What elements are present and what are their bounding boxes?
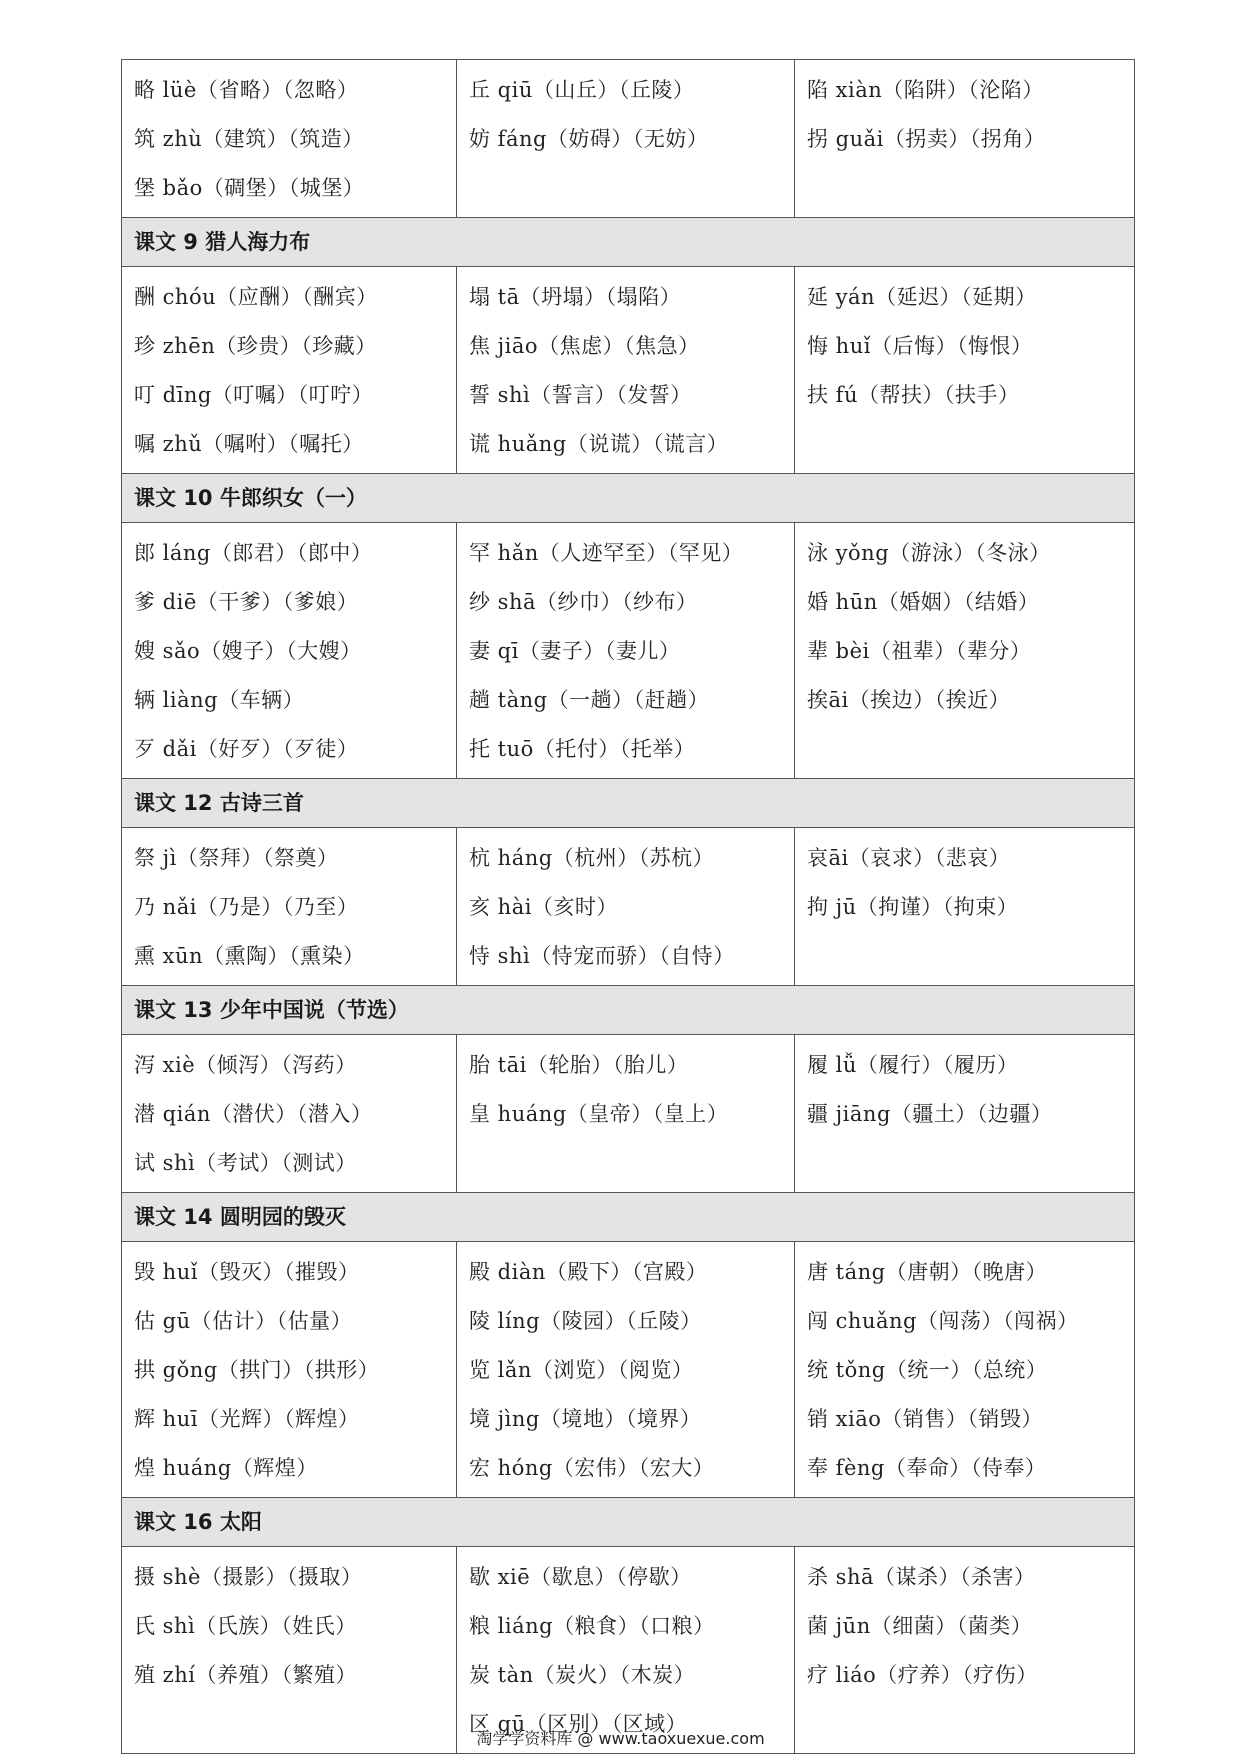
- vocab-entry: 嘱 zhǔ（嘱咐）（嘱托）: [134, 432, 364, 456]
- section-title: 课文 16 太阳: [134, 1510, 262, 1534]
- vocab-entry: 煌 huáng（辉煌）: [134, 1456, 318, 1480]
- vocab-entry: 扶 fú（帮扶）（扶手）: [807, 383, 1020, 407]
- column-cell: [457, 523, 795, 779]
- vocab-entry: 估 gū（估计）（估量）: [134, 1309, 353, 1333]
- vocab-row: [122, 1547, 1135, 1754]
- column-cell: [122, 523, 457, 779]
- vocabulary-table-body: [122, 60, 1135, 1754]
- vocab-entry: 丘 qiū（山丘）（丘陵）: [469, 78, 695, 102]
- vocab-entry: 罕 hǎn（人迹罕至）（罕见）: [469, 541, 744, 565]
- vocab-entry: 杀 shā（谋杀）（杀害）: [807, 1565, 1036, 1589]
- column-cell: [457, 828, 795, 986]
- vocab-entry: 杭 háng（杭州）（苏杭）: [469, 846, 715, 870]
- section-header-cell: [122, 1498, 1135, 1547]
- vocab-row: [122, 267, 1135, 474]
- vocab-entry: 谎 huǎng（说谎）（谎言）: [469, 432, 729, 456]
- vocab-entry: 疆 jiāng（疆土）（边疆）: [807, 1102, 1053, 1126]
- vocab-entry: 毁 huǐ（毁灭）（摧毁）: [134, 1260, 360, 1284]
- section-header-cell: [122, 1193, 1135, 1242]
- vocab-entry: 宏 hóng（宏伟）（宏大）: [469, 1456, 715, 1480]
- section-title: 课文 13 少年中国说（节选）: [134, 998, 409, 1022]
- section-title: 课文 14 圆明园的毁灭: [134, 1205, 346, 1229]
- vocab-entry: 境 jìng（境地）（境界）: [469, 1407, 702, 1431]
- vocab-entry: 叮 dīng（叮嘱）（叮咛）: [134, 383, 374, 407]
- vocab-entry: 试 shì（考试）（测试）: [134, 1151, 357, 1175]
- section-header-cell: [122, 986, 1135, 1035]
- vocab-entry: 焦 jiāo（焦虑）（焦急）: [469, 334, 700, 358]
- vocab-entry: 挨āi（挨边）（挨近）: [807, 688, 1011, 712]
- vocab-entry: 胎 tāi（轮胎）（胎儿）: [469, 1053, 689, 1077]
- vocab-entry: 恃 shì（恃宠而骄）（自恃）: [469, 944, 735, 968]
- vocab-entry: 陷 xiàn（陷阱）（沦陷）: [807, 78, 1044, 102]
- vocab-entry: 疗 liáo（疗养）（疗伤）: [807, 1663, 1038, 1687]
- vocab-entry: 殿 diàn（殿下）（宫殿）: [469, 1260, 708, 1284]
- column-cell: [457, 60, 795, 218]
- section-header-row: [122, 779, 1135, 828]
- vocab-entry: 爹 diē（干爹）（爹娘）: [134, 590, 359, 614]
- vocab-entry: 趟 tàng（一趟）（赶趟）: [469, 688, 710, 712]
- vocab-entry: 区 qū（区别）（区域）: [469, 1712, 688, 1736]
- column-cell: [122, 267, 457, 474]
- vocab-entry: 略 lüè（省略）（忽略）: [134, 78, 359, 102]
- vocab-row: [122, 60, 1135, 218]
- vocab-entry: 熏 xūn（熏陶）（熏染）: [134, 944, 365, 968]
- column-cell: [795, 523, 1135, 779]
- vocab-entry: 哀āi（哀求）（悲哀）: [807, 846, 1011, 870]
- vocab-entry: 潜 qián（潜伏）（潜入）: [134, 1102, 373, 1126]
- vocab-entry: 氏 shì（氏族）（姓氏）: [134, 1614, 357, 1638]
- column-cell: [795, 828, 1135, 986]
- vocabulary-table: [121, 59, 1135, 1754]
- section-header-cell: [122, 779, 1135, 828]
- column-cell: [122, 1242, 457, 1498]
- vocab-entry: 郎 láng（郎君）（郎中）: [134, 541, 373, 565]
- vocab-entry: 婚 hūn（婚姻）（结婚）: [807, 590, 1040, 614]
- column-cell: [795, 1547, 1135, 1754]
- vocab-row: [122, 1035, 1135, 1193]
- vocab-entry: 乃 nǎi（乃是）（乃至）: [134, 895, 359, 919]
- vocab-entry: 塌 tā（坍塌）（塌陷）: [469, 285, 682, 309]
- vocab-entry: 妻 qī（妻子）（妻儿）: [469, 639, 681, 663]
- vocab-entry: 殖 zhí（养殖）（繁殖）: [134, 1663, 357, 1687]
- column-cell: [795, 60, 1135, 218]
- vocab-entry: 亥 hài（亥时）: [469, 895, 618, 919]
- column-cell: [457, 267, 795, 474]
- page-footer: 淘学学资料库 @ www.taoxuexue.com: [476, 1729, 765, 1748]
- vocab-entry: 嫂 sǎo（嫂子）（大嫂）: [134, 639, 362, 663]
- vocab-entry: 辆 liàng（车辆）: [134, 688, 305, 712]
- column-cell: [122, 1035, 457, 1193]
- vocab-entry: 拐 guǎi（拐卖）（拐角）: [807, 127, 1046, 151]
- vocab-entry: 皇 huáng（皇帝）（皇上）: [469, 1102, 729, 1126]
- vocab-entry: 祭 jì（祭拜）（祭奠）: [134, 846, 339, 870]
- vocab-entry: 摄 shè（摄影）（摄取）: [134, 1565, 363, 1589]
- vocab-entry: 陵 líng（陵园）（丘陵）: [469, 1309, 702, 1333]
- column-cell: [795, 267, 1135, 474]
- vocab-entry: 泳 yǒng（游泳）（冬泳）: [807, 541, 1051, 565]
- section-header-row: [122, 1193, 1135, 1242]
- vocab-row: [122, 523, 1135, 779]
- vocab-entry: 堡 bǎo（碉堡）（城堡）: [134, 176, 365, 200]
- column-cell: [122, 1547, 457, 1754]
- column-cell: [795, 1242, 1135, 1498]
- column-cell: [795, 1035, 1135, 1193]
- column-cell: [122, 60, 457, 218]
- vocab-row: [122, 828, 1135, 986]
- vocab-entry: 歇 xiē（歇息）（停歇）: [469, 1565, 692, 1589]
- vocab-entry: 纱 shā（纱巾）（纱布）: [469, 590, 698, 614]
- section-header-row: [122, 986, 1135, 1035]
- vocab-entry: 妨 fáng（妨碍）（无妨）: [469, 127, 709, 151]
- vocab-entry: 珍 zhēn（珍贵）（珍藏）: [134, 334, 377, 358]
- vocab-entry: 履 lǚ（履行）（履历）: [807, 1053, 1019, 1077]
- vocab-entry: 誓 shì（誓言）（发誓）: [469, 383, 692, 407]
- vocab-entry: 奉 fèng（奉命）（侍奉）: [807, 1456, 1047, 1480]
- vocab-entry: 歹 dǎi（好歹）（歹徒）: [134, 737, 359, 761]
- vocab-entry: 辈 bèi（祖辈）（辈分）: [807, 639, 1032, 663]
- vocab-entry: 辉 huī（光辉）（辉煌）: [134, 1407, 360, 1431]
- column-cell: [457, 1242, 795, 1498]
- vocab-entry: 延 yán（延迟）（延期）: [807, 285, 1037, 309]
- vocab-entry: 唐 táng（唐朝）（晚唐）: [807, 1260, 1048, 1284]
- section-header-cell: [122, 474, 1135, 523]
- vocab-entry: 菌 jūn（细菌）（菌类）: [807, 1614, 1033, 1638]
- vocab-entry: 悔 huǐ（后悔）（悔恨）: [807, 334, 1033, 358]
- column-cell: [122, 828, 457, 986]
- vocab-entry: 拘 jū（拘谨）（拘束）: [807, 895, 1019, 919]
- column-cell: [457, 1547, 795, 1754]
- section-title: 课文 10 牛郎织女（一）: [134, 486, 367, 510]
- vocab-entry: 览 lǎn（浏览）（阅览）: [469, 1358, 694, 1382]
- vocab-entry: 拱 gǒng（拱门）（拱形）: [134, 1358, 380, 1382]
- section-header-cell: [122, 218, 1135, 267]
- section-title: 课文 9 猎人海力布: [134, 230, 311, 254]
- vocab-entry: 泻 xiè（倾泻）（泻药）: [134, 1053, 357, 1077]
- vocab-entry: 酬 chóu（应酬）（酬宾）: [134, 285, 378, 309]
- vocab-entry: 销 xiāo（销售）（销毁）: [807, 1407, 1043, 1431]
- section-header-row: [122, 218, 1135, 267]
- vocab-row: [122, 1242, 1135, 1498]
- section-header-row: [122, 1498, 1135, 1547]
- vocab-entry: 托 tuō（托付）（托举）: [469, 737, 696, 761]
- vocab-entry: 炭 tàn（炭火）（木炭）: [469, 1663, 696, 1687]
- vocab-entry: 统 tǒng（统一）（总统）: [807, 1358, 1048, 1382]
- vocab-entry: 筑 zhù（建筑）（筑造）: [134, 127, 364, 151]
- section-title: 课文 12 古诗三首: [134, 791, 304, 815]
- vocab-entry: 粮 liáng（粮食）（口粮）: [469, 1614, 715, 1638]
- section-header-row: [122, 474, 1135, 523]
- vocab-entry: 闯 chuǎng（闯荡）（闯祸）: [807, 1309, 1079, 1333]
- column-cell: [457, 1035, 795, 1193]
